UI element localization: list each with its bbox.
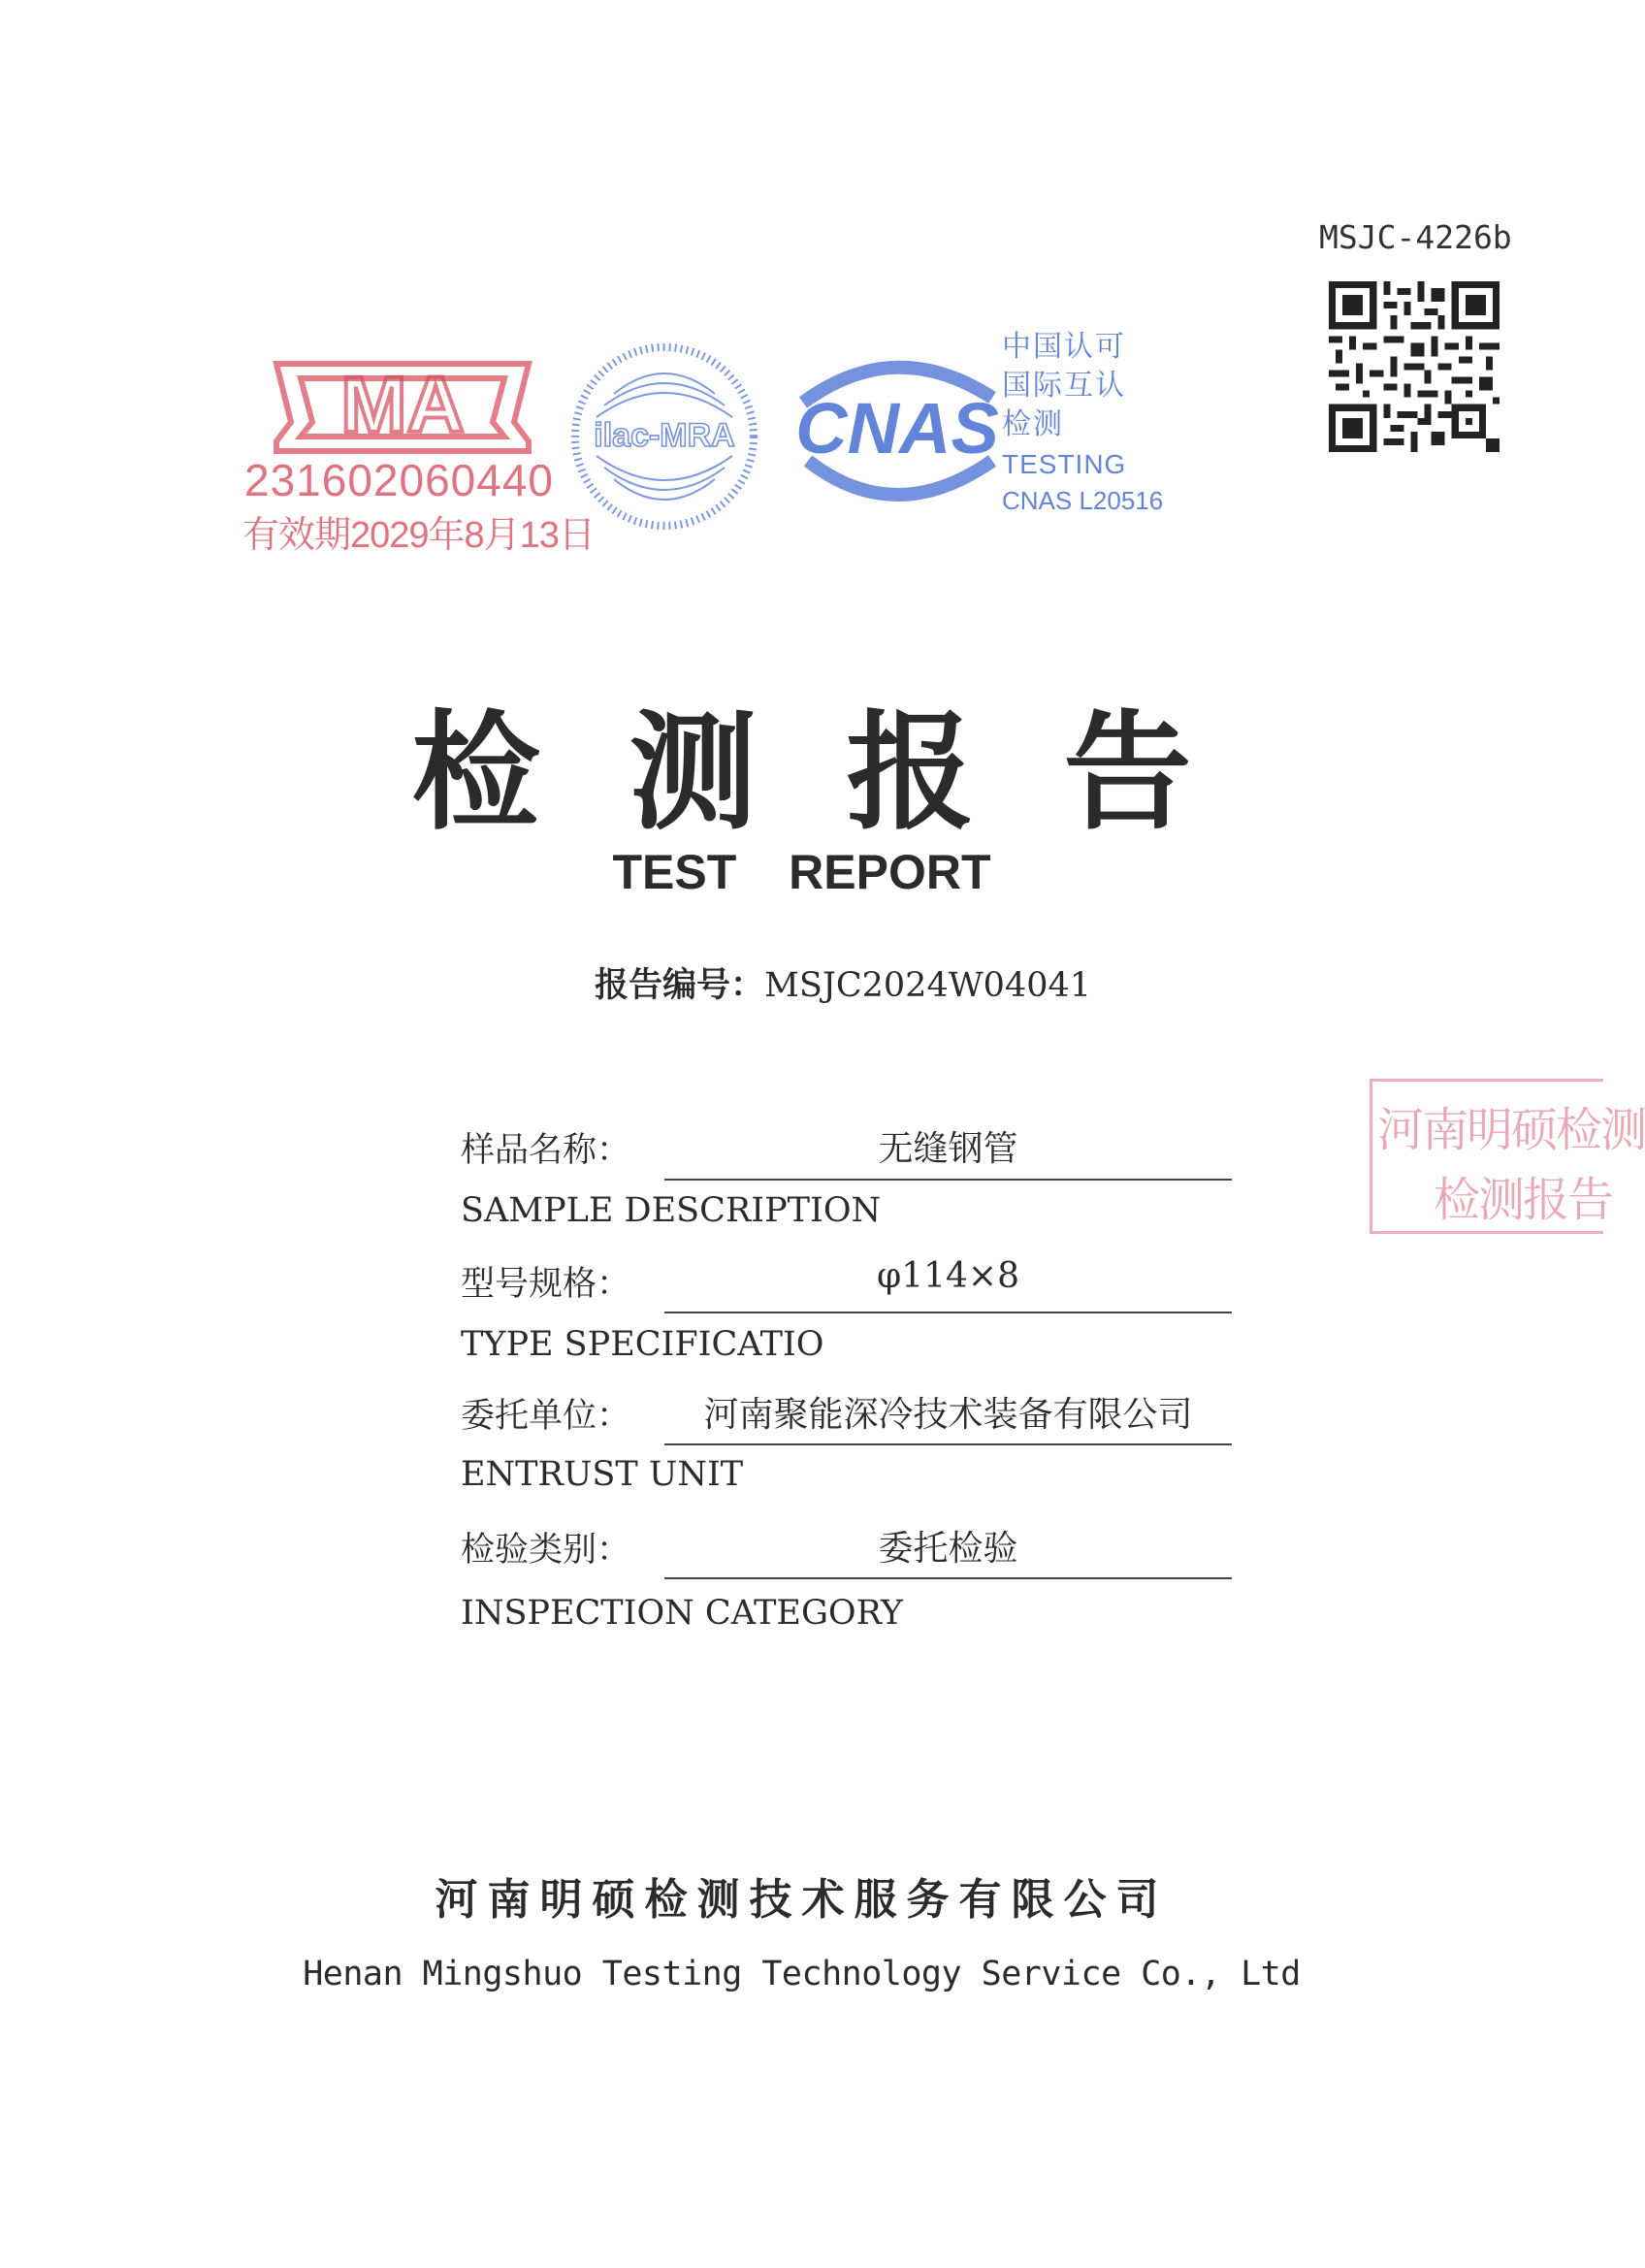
stamp-line: 检测报告	[1434, 1173, 1613, 1227]
field-en-sample: SAMPLE DESCRIPTION	[461, 1191, 882, 1230]
stamp-line: 河南明硕检测	[1377, 1103, 1645, 1157]
field-underline	[664, 1312, 1232, 1313]
cnas-seal-icon	[784, 344, 1012, 514]
report-number-label: 报告编号：	[595, 965, 765, 1005]
report-number-value: MSJC2024W04041	[764, 966, 1092, 1005]
company-name-cn: 河南明硕检测技术服务有限公司	[435, 1875, 1169, 1925]
report-title-cn: 检测报告	[411, 697, 1281, 848]
ilac-mra-seal-icon	[567, 340, 761, 534]
document-code: MSJC-4226b	[1319, 218, 1512, 256]
field-value-type: φ114×8	[877, 1256, 1019, 1296]
field-value-entrust: 河南聚能深冷技术装备有限公司	[703, 1395, 1193, 1435]
cma-validity: 有效期2029年8月13日	[242, 515, 595, 556]
svg-text:ilac-MRA: ilac-MRA	[594, 417, 735, 454]
cnas-line: 中国认可	[1002, 331, 1126, 363]
report-title-en: TEST REPORT	[612, 845, 991, 899]
report-number	[595, 958, 1091, 1007]
field-en-type: TYPE SPECIFICATIO	[461, 1325, 824, 1364]
cnas-text	[1002, 333, 1163, 513]
cnas-line: 国际互认	[1002, 370, 1126, 402]
company-name-en: Henan Mingshuo Testing Technology Service Co., Ltd	[303, 1955, 1301, 1993]
field-label-type: 型号规格：	[461, 1265, 631, 1304]
cma-number: 231602060440	[244, 455, 554, 505]
cnas-line: CNAS L20516	[1002, 486, 1164, 515]
field-label-sample: 样品名称：	[461, 1131, 631, 1170]
field-en-category: INSPECTION CATEGORY	[461, 1594, 903, 1633]
field-underline	[664, 1179, 1232, 1181]
field-en-entrust: ENTRUST UNIT	[461, 1455, 744, 1494]
svg-text:MA: MA	[340, 361, 465, 449]
field-underline	[664, 1443, 1232, 1445]
field-value-sample: 无缝钢管	[878, 1129, 1018, 1169]
qr-code-icon	[1329, 281, 1500, 452]
svg-text:CNAS: CNAS	[795, 388, 999, 469]
cnas-line: TESTING	[1002, 449, 1127, 479]
field-label-category: 检验类别：	[461, 1531, 631, 1570]
field-value-category: 委托检验	[878, 1529, 1018, 1569]
field-label-entrust: 委托单位：	[461, 1397, 631, 1436]
field-underline	[664, 1577, 1232, 1579]
cnas-line: 检测	[1002, 408, 1064, 440]
